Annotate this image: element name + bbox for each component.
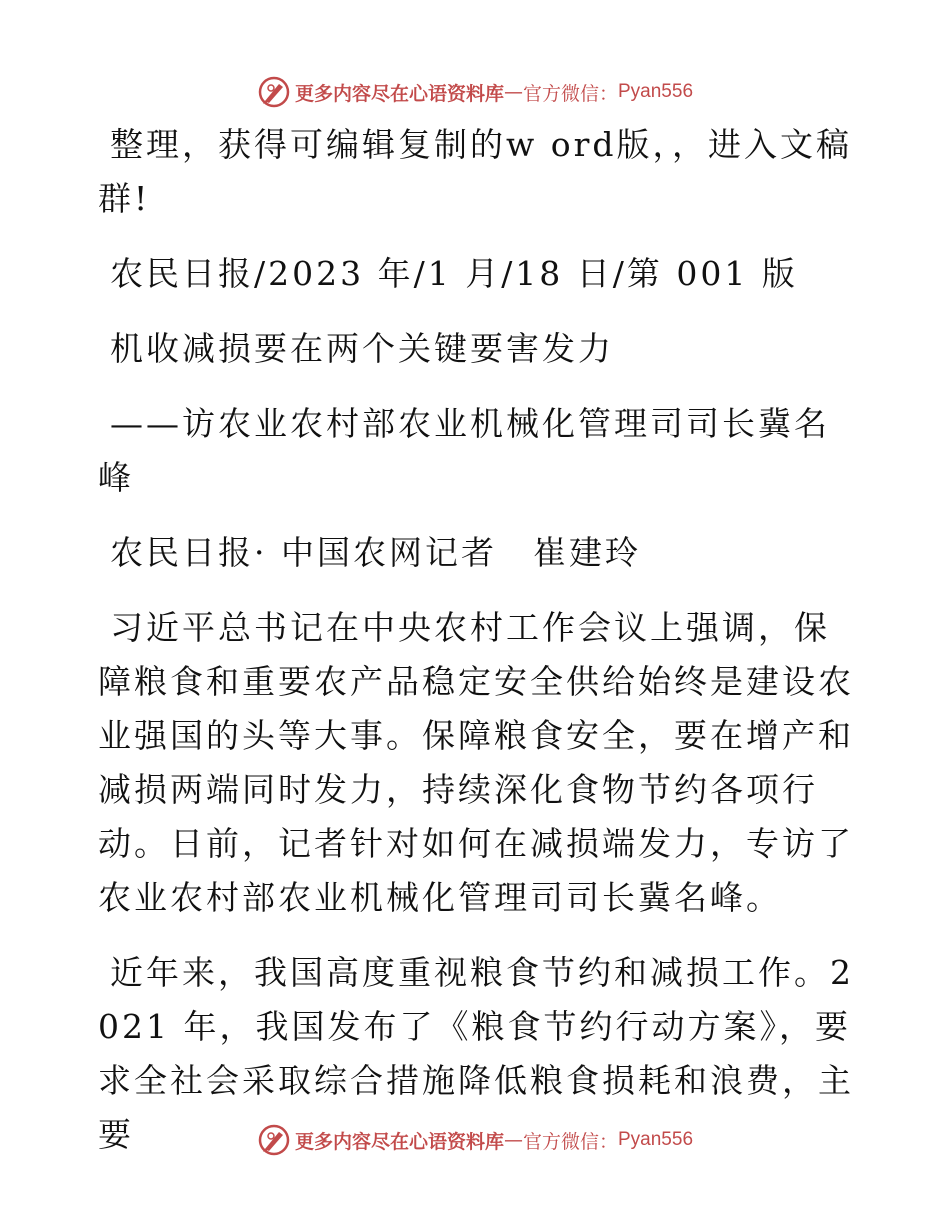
pen-logo-icon <box>257 1123 291 1157</box>
watermark-official-label: 官方微信： <box>522 1130 618 1153</box>
header-watermark <box>0 72 950 112</box>
intro-paragraph: 整理，获得可编辑复制的w ord版，，进入文稿群! <box>98 125 853 218</box>
pen-logo-icon <box>257 75 291 109</box>
watermark-dash: — <box>503 1129 523 1151</box>
watermark-wechat-id: Pyan556 <box>618 81 694 102</box>
document-body <box>98 118 858 1183</box>
byline: 农民日报· 中国农网记者 崔建玲 <box>110 533 641 572</box>
body-paragraph: 习近平总书记在中央农村工作会议上强调，保障粮食和重要农产品稳定安全供给始终是建设农业强国的头等大事。保障粮食安全，要在增产和减损两端同时发力，持续深化食物节约各项行动。日前，记者针对如何在减损端发力，专访了农业农村部农业机械化管理司司长冀名峰。 <box>98 608 854 917</box>
watermark-official-label: 官方微信： <box>522 82 618 105</box>
article-title: 机收减损要在两个关键要害发力 <box>110 329 614 368</box>
watermark-dash: — <box>503 81 523 103</box>
watermark-site-text: 更多内容尽在心语资料库 <box>294 82 504 105</box>
source-line: 农民日报/2023 年/1 月/18 日/第 001 版 <box>110 254 798 293</box>
watermark-site-text: 更多内容尽在心语资料库 <box>294 1130 504 1153</box>
body-paragraph: 近年来，我国高度重视粮食节约和减损工作。2021 年，我国发布了《粮食节约行动方案》，要求全社会采取综合措施降低粮食损耗和浪费，主要 <box>98 953 854 1154</box>
watermark-wechat-id: Pyan556 <box>618 1129 694 1150</box>
footer-watermark <box>0 1120 950 1160</box>
article-subtitle: ——访农业农村部农业机械化管理司司长冀名峰 <box>98 404 830 497</box>
